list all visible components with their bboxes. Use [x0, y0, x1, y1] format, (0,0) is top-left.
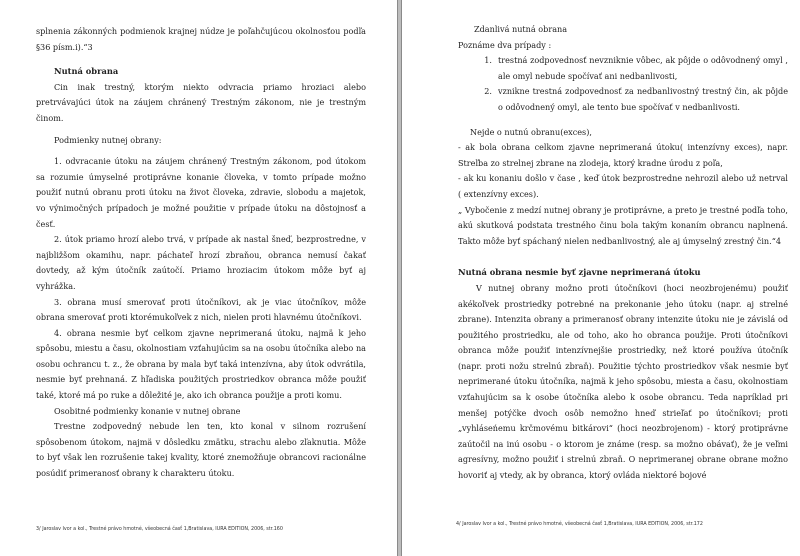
list-item: [470, 84, 788, 115]
condition-1-paragraph: 1. odvracanie útoku na záujem chránený Trestným zákonom, pod útokom sa rozumie úmyselné protiprávne konanie človeka, v tomto prípade možno použiť nutnú obranu proti útoku na život človeka, zdravie, slobodu a majetok, vo výnimočných prípadoch je možné použitie v prípade útoku na dôstojnosť a česť.: [36, 156, 366, 229]
left-page-content: [36, 24, 366, 482]
extensive-exces-paragraph: - ak ku konaniu došlo v čase , keď útok bezprostredne nehrozil alebo už netrval ( extenzívny exces).: [458, 173, 788, 199]
condition-2-paragraph: 2. útok priamo hrozí alebo trvá, v prípade ak nastal šneď, bezprostredne, v najbližšom okamihu, napr. páchateľ hrozí zbraňou, obranca nemusí čakať dovtedy, až kým útočník zaútočí. Priamo hroziacim útokom môže byť aj vyhrážka.: [36, 234, 366, 291]
intensive-exces-paragraph: - ak bola obrana celkom zjavne neprimeraná útoku( intenzívny exces), napr. Streľba zo strelnej zbrane na zlodeja, ktorý kradne úrodu z poľa,: [458, 142, 788, 168]
definition-paragraph: Cin inak trestný, ktorým niekto odvracia priamo hroziaci alebo pretrvávajúci útok na záujem chránený Trestným zákonom, nie je trestným činom.: [36, 81, 366, 123]
section-heading-nutna-obrana: Nutná obrana: [54, 66, 119, 77]
list-item-text: trestná zodpovednosť nevzniknie vôbec, ak pôjde o odôvodnený omyl , ale omyl nebude spočívať ani nedbanlivosti,: [498, 55, 788, 81]
exces-title: Nejde o nutnú obranu(exces),: [470, 126, 592, 137]
conditions-title: Podmienky nutnej obrany:: [54, 134, 162, 145]
list-item-text: vznikne trestná zodpovednosť za nedbanlivostný trestný čin, ak pôjde o odôvodnený omyl, ale tento bue spočívať v nedbanlivosti.: [498, 86, 788, 112]
right-page: [402, 0, 800, 556]
right-page-content: [458, 22, 788, 484]
list-item-number: 1.: [484, 55, 492, 66]
disproportion-paragraph: V nutnej obrany možno proti útočníkovi (hoci neozbrojenému) použiť akékoľvek prostriedky potrebné na prekonanie jeho útoku (napr. aj strelné zbrane). Intenzita obrany a primeranosť obrany intenzite útoku nie je závislá od použitého prostriedku, ale od toho, ako ho obranca použije. Proti útočníkovi obranca môže použiť intenzívnejšie prostriedky, než ktoré používa útočník (napr. proti nožu strelnú zbraň). Použitie týchto prostriedkov však nesmie byť neprimerané útoku útočníka, najmä k jeho spôsobu, miesta a času, okolnostiam vzťahujúcim sa k osobe útočníka alebo k osobe obrancu. Teda napríklad pri menšej potýčke dvoch osôb nemožno hneď strieľať po útočníkovi; proti „vyhláseńemu krčmovému bitkárovi“ (hoci neozbrojenom) - ktorý protiprávne zaútočil na inú osobu - o ktorom je známe (resp. sa možno obávať), že je veľmi agresívny, možno použiť i strelnú zbraň. O neprimeranej obrane obrane možno hovoriť aj vtedy, ak by obranca, ktorý ovláda niektoré bojové: [458, 282, 788, 481]
right-footnote: 4/ Jaroslav Ivor a kol., Trestné právo hmotné, všeobecná časť 1,Bratislava, IURA EDITION, 2006, str.172: [456, 522, 703, 527]
condition-3-paragraph: 3. obrana musí smerovať proti útočníkovi, ak je viac útočníkov, môže obrana smerovať proti ktorémukoľvek z nich, nielen proti hlavnému útočníkovi.: [36, 296, 366, 323]
list-item: [470, 53, 788, 84]
cases-list: [470, 53, 788, 115]
apparent-defense-title: Zdanlivá nutná obrana: [474, 24, 568, 34]
left-page: [0, 0, 397, 556]
list-item-number: 2.: [484, 86, 492, 97]
section-heading-disproportion: Nutná obrana nesmie byť zjavne neprimeraná útoku: [458, 267, 701, 278]
two-cases-intro: Poznáme dva prípady :: [458, 39, 552, 50]
special-conditions-paragraph: Trestne zodpovedný nebude len ten, kto konal v silnom rozrušení spôsobenom útokom, najmä v dôsledku zmätku, strachu alebo zľaknutia. Môže to byť však len rozrušenie takej kvality, ktoré znemožňuje obrancovi racionálne posúdiť primeranosť obrany k charakteru útoku.: [36, 421, 366, 479]
special-conditions-title: Osobitné podmienky konanie v nutnej obrane: [54, 405, 241, 416]
left-intro-paragraph: splnenia zákonných podmienok krajnej núdze je poľahčujúcou okolnosťou podľa §36 písm.i).“3: [36, 26, 366, 52]
exces-quote-paragraph: „ Vybočenie z medzí nutnej obrany je protiprávne, a preto je trestné podľa toho, akú skutková podstata trestného činu bola takým konaním obrancu naplnená. Takto môže byť spáchaný nielen nedbanlivostný, ale aj úmyselný zrestný čin.“4: [458, 204, 788, 246]
left-footnote: 3/ Jaroslav Ivor a kol., Trestné právo hmotné, všeobecná časť 1,Bratislava, IURA EDITION, 2006, str.160: [36, 527, 283, 532]
condition-4-paragraph: 4. obrana nesmie byť celkom zjavne neprimeraná útoku, najmä k jeho spôsobu, miestu a času, okolnostiam vzťahujúcim sa na osobu útočníka alebo na osobu ochrancu t. z., že obrana by mala byť taká intenzívna, aby útok odvrátila, nesmie byť prehnaná. Z hľadiska použitých prostriedkov obranca môže použiť také, ktoré má po ruke a dôležité je, ako ich obranca použije a proti komu.: [36, 327, 366, 401]
